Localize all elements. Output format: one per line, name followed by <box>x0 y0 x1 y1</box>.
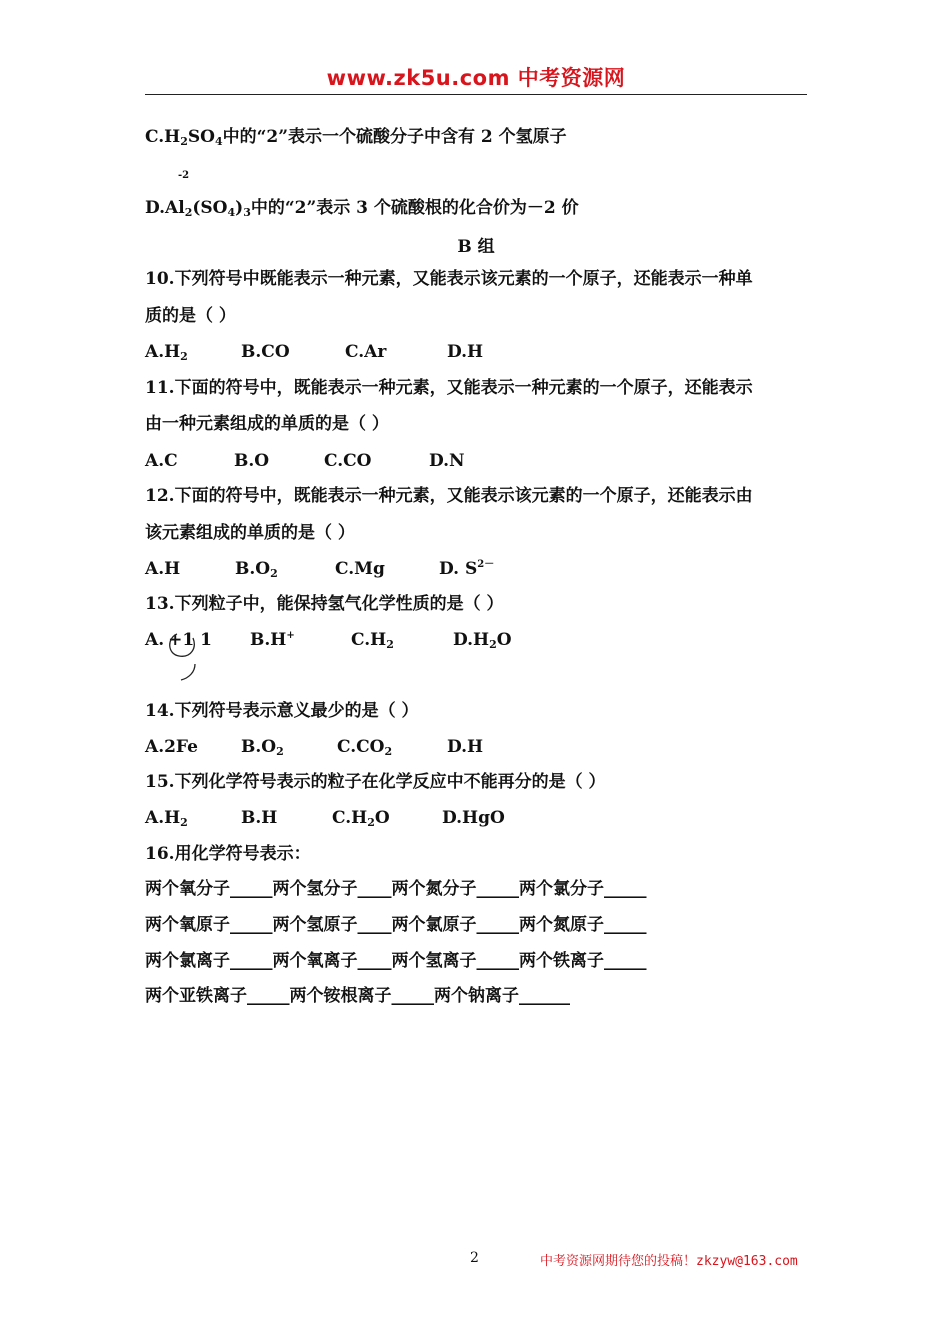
q10-text-line1: 10.下列符号中既能表示一种元素，又能表示该元素的一个原子，还能表示一种单 <box>145 269 753 289</box>
q12-text-line2: 该元素组成的单质的是（ ） <box>145 523 355 543</box>
q15-options: $A.H_2$ B.H $C.H_2O$ D.HgO <box>145 808 505 829</box>
footer-note: 中考资源网期待您的投稿！zkzyw@163.com <box>540 1254 798 1269</box>
option-d-aluminum-sulfate: $D.Al_2(SO_4)_3$中的“2”表示 3 个硫酸根的化合价为－2 价 <box>145 198 579 219</box>
fill-line-2: 两个氧原子_____两个氢原子____两个氯原子_____两个氮原子_____ <box>145 915 647 935</box>
valence-mark: -2 <box>178 170 190 181</box>
q11-text-line1: 11.下面的符号中，既能表示一种元素，又能表示一种元素的一个原子，还能表示 <box>145 378 753 398</box>
page-number: 2 <box>470 1250 479 1266</box>
group-b-heading: B 组 <box>457 237 495 257</box>
fill-line-4: 两个亚铁离子_____两个铵根离子_____两个钠离子______ <box>145 986 570 1006</box>
fill-line-1: 两个氧分子_____两个氢分子____两个氮分子_____两个氯分子_____ <box>145 879 647 899</box>
atom-structure-diagram <box>165 628 201 684</box>
q11-text-line2: 由一种元素组成的单质的是（ ） <box>145 414 389 434</box>
q10-text-line2: 质的是（ ） <box>145 306 236 326</box>
q10-options: $A.H_2$ B.CO C.Ar D.H <box>145 342 484 363</box>
site-title: www.zk5u.com 中考资源网 <box>326 66 626 90</box>
q13-options: A. +1 1 B.H+ $C.H_2$ $D.H_2O$ <box>145 630 512 651</box>
q15-text: 15.下列化学符号表示的粒子在化学反应中不能再分的是（ ） <box>145 772 606 792</box>
page-header <box>145 64 807 95</box>
q14-options: A.2Fe $B.O_2$ $C.CO_2$ D.H <box>145 737 484 758</box>
q13-text: 13.下列粒子中，能保持氢气化学性质的是（ ） <box>145 594 504 614</box>
fill-line-3: 两个氯离子_____两个氧离子____两个氢离子_____两个铁离子_____ <box>145 951 647 971</box>
q12-text-line1: 12.下面的符号中，既能表示一种元素，又能表示该元素的一个原子，还能表示由 <box>145 486 753 506</box>
q12-options: A.H $B.O_2$ C.Mg D. $S^{2-}$ <box>145 559 495 580</box>
q11-options: A.C B.O C.CO D.N <box>145 451 465 471</box>
q16-text: 16.用化学符号表示： <box>145 844 311 864</box>
option-c-sulfuric: $C.H_2SO_4$中的“2”表示一个硫酸分子中含有 2 个氢原子 <box>145 127 567 148</box>
q14-text: 14.下列符号表示意义最少的是（ ） <box>145 701 419 721</box>
